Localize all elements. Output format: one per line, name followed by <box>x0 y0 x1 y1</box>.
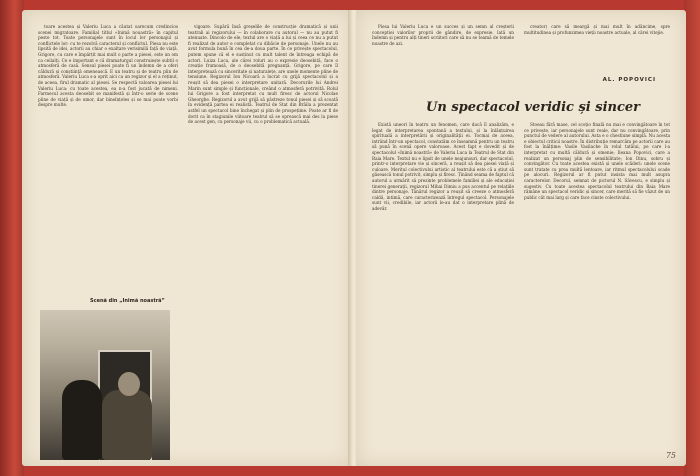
right-top-column-2 <box>524 24 670 74</box>
author-byline: AL. POPOVICI <box>602 77 656 83</box>
right-top-col1-text: Piesa lui Valeriu Luca e un succes și un semn al creșterii conceptiei valorilor proprii de gândire, de expresie. Iată un îndemn și pentru alți tineri scriitori care să nu se teamă de temele noastre de azi. <box>372 24 514 46</box>
photo-figure-1 <box>62 380 102 460</box>
right-top-column-1 <box>372 24 514 74</box>
left-col2-text: vigoare. Supără însă greșelile de construcție dramatică și unii teatrali ai regizorului — în colaborare cu autorul — nu au putut fi atenuate. Dincolo de ele, textul are o viață a lui și ceea ce nu a putut fi realizat de autor e completat cu dibăcie de personaje. Unele nu au avut formula bună în cea de-a doua parte. În ce privește spectacolul, putem spune că el e susținut cu mult talent de întreaga echipă de actori. Luiza Luca, ale cărei roluri au o expresie deosebită, face o creație frumoasă, de o deosebită pregnanță. Grigore, pe care îl interpretează cu sinceritate și naturalețe, are unele momente pline de tensiune. Regizorul Ion Nicoară a lucrat cu grijă spectacolul și a reușit să dea piesei o interpretare unitară. Decorurile lui Andrei Marin sunt simple și funcționale, creând o atmosferă potrivită. Rolul lui Grigore a fost interpretat cu mult firesc de actorul Nicolae Gheorghe. Regizorul a avut grijă să păstreze tonul piesei și să scoată în evidență partea ei realistă. Teatrul de Stat din Brăila a prezentat astfel un spectacol bine închegat și plin de prospețime. Poate ar fi de dorit ca în stagiunile viitoare teatrul să se oprească mai des la piese de acest gen, cu personaje vii, cu o problematică actuală. <box>188 24 338 125</box>
scene-photo <box>40 310 170 460</box>
right-col1-text: Există uneori în teatru un fenomen, care dacă îl analizăm, e legat de interpretarea spontană a textului, și la înlănțuirea spirituală a interpretării și originalității ei. Tocmai de aceea, intrând într-un spectacol, constatăm ce înseamnă pentru un teatru să pună în scenă opere valoroase. Acest fapt e dovedit și de spectacolul «Inimă noastră» de Valeriu Luca la Teatrul de Stat din Baia Mare. Textul nu e lipsit de unele neajunsuri, dar spectacolul, printr-o interpretare vie și sinceră, a reușit să dea piesei viață și culoare. Meritul colectivului artistic al teatrului este că a știut să găsească tonul potrivit, simplu și firesc. Ținând seama de faptul că autorul a urmărit să prezinte problemele familiei și ale educației tinerei generații, regizorul Mihai Dimiu a pus accentul pe relațiile dintre personaje. Tânărul regizor a reușit să creeze o atmosferă caldă, intimă, care caracterizează întregul spectacol. Personajele sunt vii, credibile, iar actorii le-au dat o interpretare plină de adevăr. <box>372 122 514 211</box>
right-col2-text: Stoeau fără mase, cel scoțio finală nu mai e convingătoare în tot ce privește, iar personajele sunt reale, dar nu convingătoare, prin punctul de vedere al autorului. Asta e o chestiune simplă. Nu acesta e obiectul criticii noastre. În distribuție remarcăm pe actorii care au fost la înălțime: Vasile Vasilache în rolul tatălui, pe care l-a interpretat cu multă căldură și omenie; Ileana Popovici, care a realizat un personaj plin de sensibilitate; Ion Dinu, sobru și convingător. Cu toate acestea există și unele scăderi: unele scene sunt tratate cu prea multă lentoare, iar ritmul spectacolului scade pe alocuri. Regizorul ar fi putut insista mai mult asupra caracterelor. Decorul, semnat de pictorul N. Săvescu, e simplu și sugestiv. Cu toate acestea spectacolul teatrului din Baia Mare rămâne un spectacol veridic și sincer, care merită să fie văzut de un public cât mai larg și care face cinste colectivului. <box>524 122 670 200</box>
right-page <box>356 10 686 466</box>
right-column-2 <box>524 122 670 444</box>
left-column-1 <box>38 24 178 302</box>
page-number: 75 <box>665 451 676 460</box>
right-column-1 <box>372 122 514 458</box>
book-binding-right <box>684 0 700 476</box>
photo-caption: Scenă din „Inimă noastră” <box>90 298 165 304</box>
left-column-2 <box>188 24 338 460</box>
photo-figure-2 <box>102 390 152 460</box>
photo-figure-2-head <box>118 372 140 396</box>
right-top-col2-text: creator) care să meargă și mai mult în adâncime, spre multitudinea și profunzimea vieții noastre actuale, al cărei vitejie. <box>524 24 670 35</box>
book-binding-left <box>0 0 24 476</box>
article-title: Un spectacol veridic și sincer <box>426 100 640 115</box>
left-page <box>22 10 352 466</box>
left-col1-text: toare acestea și Valeriu Luca a căutat oarecum credincios scenei migratoare. Familial titlul «Inimă nouastră» în capitul peste tot. Toate personajele sunt în locul lor personajul și conflictele lor: cu te rezolvă caracterul și conflictul. Piesa nu este lipsită de idei, actorii au chiar o exaltare verisimilă față de viață. Grigore, cu care e împărțit mai mult o parte a piesei, este un om ca ceilalți. Ce e important e că dramaturgul construiește subtil o atmosferă de casă. Sensul piesei poate fi un îndemn de a oferi căldură și conștiință omenească. E un teatru și de teatru plin de atmosferă. Valeriu Luca s-a oprit aici ca un regizor și el a reținut, de aceea, firul dramatic al piesei. Se respectă valoarea piesei lui Valeriu Luca: cu toate acestea, ea n-a fost jucată de nimeni. Farmecul acesta deosebit se manifestă și într-o serie de scene pline de viață și de umor, dar bineînțeles și se mai poate vorbi despre multe. <box>38 24 178 108</box>
